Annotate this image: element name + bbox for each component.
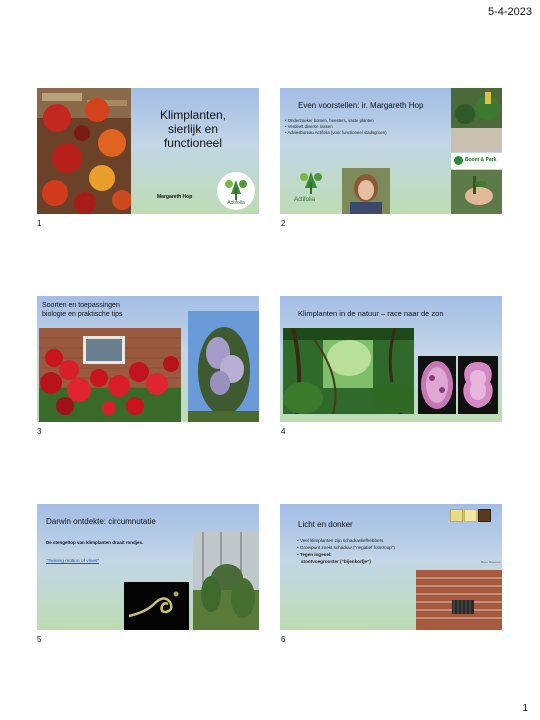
pattern-icon-1 bbox=[450, 509, 463, 522]
slide-2-bullets bbox=[285, 118, 387, 137]
hop-field-photo bbox=[193, 532, 259, 630]
brick-wall-vent-photo bbox=[416, 570, 502, 630]
bullet: • Veel klimplanten zijn schaduwliefhebbers bbox=[297, 538, 384, 543]
print-date: 5-4-2023 bbox=[487, 6, 532, 18]
slide-6 bbox=[280, 504, 502, 630]
autumn-leaves-photo bbox=[37, 88, 131, 214]
boom-en-park-badge bbox=[451, 153, 502, 169]
slide-number: 1 bbox=[37, 219, 42, 228]
pattern-icon-3 bbox=[478, 509, 491, 522]
bullet: stootvoegrooster (“bijenkorfje”) bbox=[301, 559, 371, 564]
twining-motion-link[interactable]: “Twining motion of vines” bbox=[46, 559, 100, 564]
actifolia-logo-text: Actifolia bbox=[294, 197, 316, 203]
slide-number: 3 bbox=[37, 427, 42, 436]
slide-4-title: Klimplanten in de natuur – race naar de zon bbox=[298, 309, 444, 318]
slide-1-title: Klimplanten, sierlijk en functioneel bbox=[159, 108, 227, 150]
slide-number: 6 bbox=[281, 635, 286, 644]
slide-3-title-line-2: biologie en praktische tips bbox=[42, 311, 123, 318]
slide-1 bbox=[37, 88, 259, 214]
actifolia-logo-text: Actifolia bbox=[227, 200, 245, 206]
hands-plant-photo bbox=[451, 170, 502, 214]
bullet: • Adviesbureau Actifolia (voor functioneel stadsgroen) bbox=[285, 130, 387, 136]
wisteria-tree-photo bbox=[188, 311, 259, 422]
badge-text: Boom & Park bbox=[465, 157, 497, 163]
slide-number: 4 bbox=[281, 427, 286, 436]
slide-4 bbox=[280, 296, 502, 422]
slide-5 bbox=[37, 504, 259, 630]
slide-5-title: Darwin ontdekte: circumnutatie bbox=[46, 517, 156, 526]
slide-3-title-line-1: Soorten en toepassingen bbox=[42, 302, 120, 309]
actifolia-logo bbox=[217, 172, 255, 210]
pattern-icon-2 bbox=[464, 509, 477, 522]
portrait-photo bbox=[342, 168, 390, 214]
slide-5-text: De stengeltop van klimplanten draait rondjes. bbox=[46, 540, 144, 545]
bullet: • Tegen ingesel: bbox=[297, 552, 332, 557]
slide-3 bbox=[37, 296, 259, 422]
slide-6-bullets bbox=[297, 537, 395, 565]
leaf-icon bbox=[454, 156, 463, 165]
bullet: • Groeipunt zoekt schaduw (“negatief fototroop”) bbox=[297, 545, 395, 550]
jungle-photo bbox=[283, 328, 414, 414]
slide-3-title bbox=[42, 301, 123, 319]
stem-cross-section-photo-2 bbox=[458, 356, 498, 414]
page-number: 1 bbox=[522, 703, 528, 714]
nursery-photo bbox=[451, 88, 502, 152]
red-roses-wall-photo bbox=[39, 328, 181, 422]
bullet: • Onderzoeker bomen, heesters, vaste planten bbox=[285, 118, 374, 123]
slide-1-author: Margareth Hop bbox=[157, 194, 193, 200]
slide-2 bbox=[280, 88, 502, 214]
photo-credit: Bron: Bouwsol bbox=[481, 560, 501, 564]
slide-number: 5 bbox=[37, 635, 42, 644]
slide-number: 2 bbox=[281, 219, 286, 228]
stem-cross-section-photo-1 bbox=[418, 356, 456, 414]
bullet: • Verdeelt diverse rassen bbox=[285, 124, 333, 130]
tendril-photo bbox=[124, 582, 189, 630]
slide-2-title: Even voorstellen: ir. Margareth Hop bbox=[298, 101, 424, 110]
slide-6-title: Licht en donker bbox=[298, 520, 353, 529]
